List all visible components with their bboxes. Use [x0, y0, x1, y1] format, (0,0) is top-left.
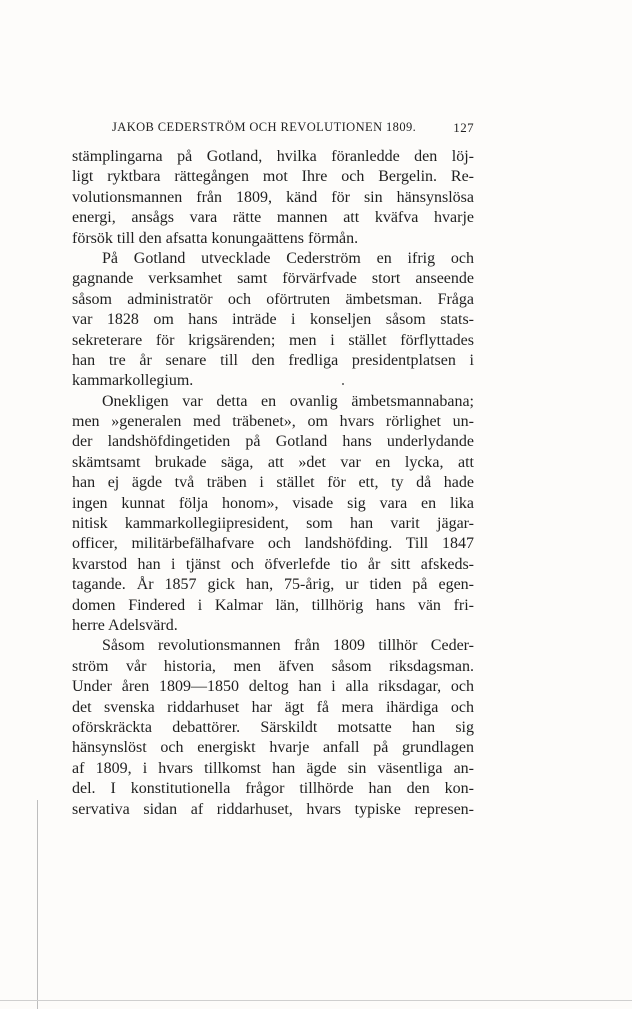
text-line: domen Findered i Kalmar län, tillhörig hans vän fri- [72, 596, 474, 614]
text-line: såsom administratör och oförtruten ämbetsman. Fråga [72, 290, 474, 308]
text-line: officer, militärbefälhafvare och landshöfding. Till 1847 [72, 535, 474, 553]
print-speck [342, 383, 344, 385]
text-line: del. I konstitutionella frågor tillhörde han den kon- [72, 780, 474, 798]
text-line: försök till den afsatta konungaättens förmån. [72, 229, 359, 247]
text-line: skämtsamt brukade säga, att »det var en lycka, att [72, 453, 474, 471]
text-line: ström vår historia, men äfven såsom riksdagsman. [72, 657, 474, 675]
text-line: hänsynslöst och energiskt hvarje anfall på grundlagen [72, 739, 474, 757]
text-line: men »generalen med träbenet», om hvars rörlighet un- [72, 413, 474, 431]
text-line: var 1828 om hans inträde i konseljen såsom stats- [72, 311, 474, 329]
body-text [72, 147, 474, 820]
text-line: han ej ägde två träben i stället för ett, ty då hade [72, 474, 474, 492]
text-line: Såsom revolutionsmannen från 1809 tillhör Ceder- [102, 637, 474, 655]
scan-margin-rule [37, 800, 38, 1009]
text-line: På Gotland utvecklade Cederström en ifrig och [102, 249, 474, 267]
text-line: sekreterare för krigsärenden; men i stället förflyttades [72, 331, 474, 349]
text-line: af 1809, i hvars tillkomst han ägde sin väsentliga an- [72, 759, 474, 777]
text-line: gagnande verksamhet samt förvärfvade stort anseende [72, 270, 474, 288]
text-line: oförskräckta debattörer. Särskildt motsatte han sig [72, 718, 474, 736]
text-line: kvarstod han i tjänst och öfverlefde tio år sitt afskeds- [72, 555, 474, 573]
text-line: servativa sidan af riddarhuset, hvars typiske represen- [72, 800, 474, 818]
text-line: nitisk kammarkollegiipresident, som han varit jägar- [72, 515, 474, 533]
text-line: det svenska riddarhuset har ägt få mera ihärdiga och [72, 698, 474, 716]
text-line: han tre år senare till den fredliga presidentplatsen i [72, 351, 474, 369]
page-number: 127 [453, 120, 474, 135]
text-line: herre Adelsvärd. [72, 616, 178, 634]
text-line: kammarkollegium. [72, 372, 194, 390]
text-line: Under åren 1809—1850 deltog han i alla riksdagar, och [72, 678, 474, 696]
text-line: stämplingarna på Gotland, hvilka föranledde den löj- [72, 148, 474, 165]
text-line: der landshöfdingetiden på Gotland hans underlydande [72, 433, 474, 451]
text-line: energi, ansågs vara rätte mannen att kväfva hvarje [72, 209, 474, 227]
text-line: volutionsmannen från 1809, känd för sin hänsynslösa [72, 188, 474, 206]
text-line: tagande. År 1857 gick han, 75-årig, ur tiden på egen- [72, 576, 474, 594]
running-title: JAKOB CEDERSTRÖM OCH REVOLUTIONEN 1809. [112, 120, 417, 134]
text-line: Onekligen var detta en ovanlig ämbetsmannabana; [102, 392, 474, 410]
text-line: ingen kunnat följa honom», visade sig vara en lika [72, 494, 474, 512]
scan-bottom-edge [0, 1000, 632, 1001]
text-line: ligt ryktbara rättegången mot Ihre och Bergelin. Re- [72, 168, 474, 186]
